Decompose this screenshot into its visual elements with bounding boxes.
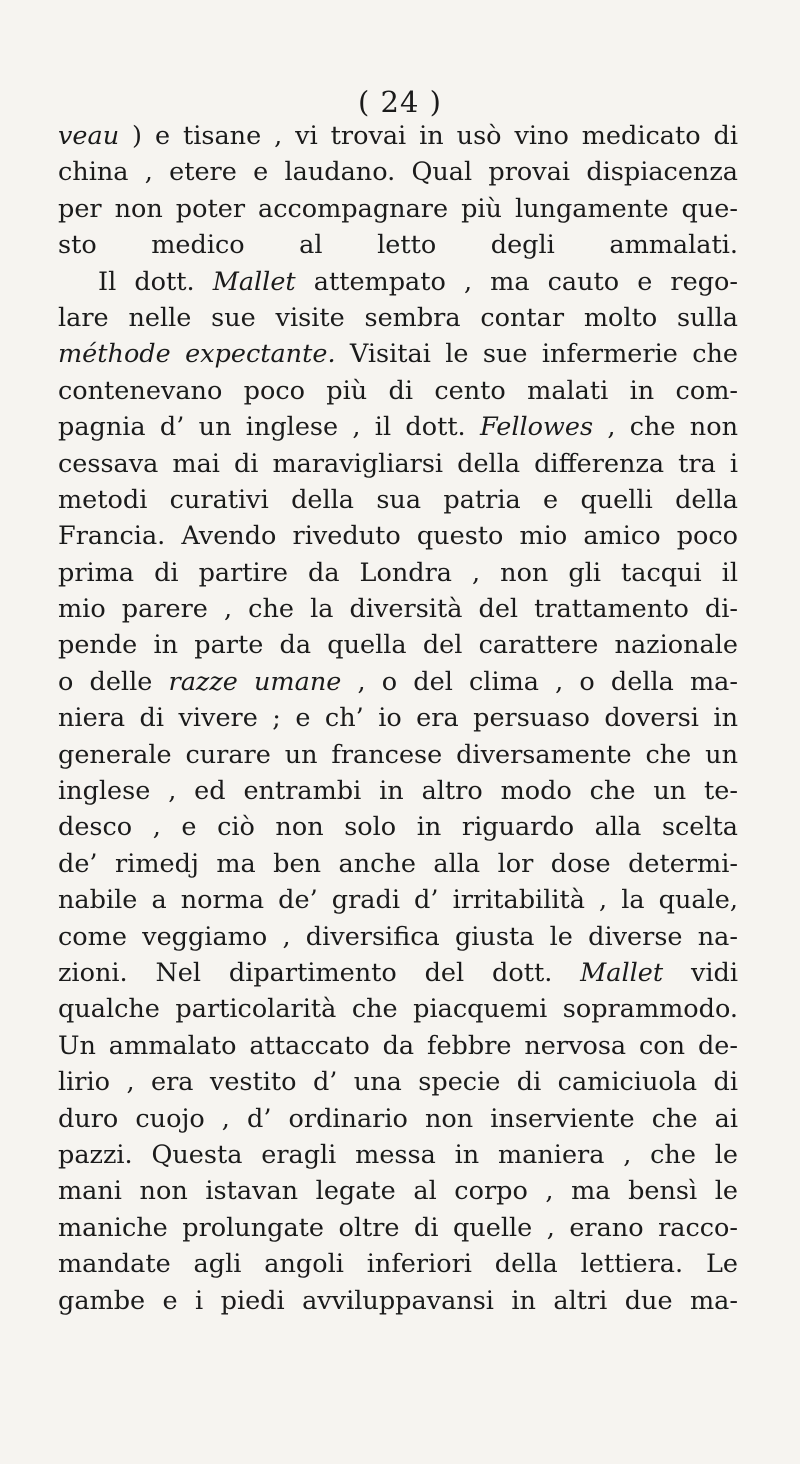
italic-text: Mallet bbox=[212, 266, 296, 297]
text-line bbox=[58, 955, 738, 991]
italic-text: veau bbox=[58, 121, 120, 151]
text-line bbox=[58, 1101, 738, 1137]
text-line bbox=[58, 482, 738, 518]
text-run: contenevano poco più di cento malati in com- bbox=[58, 375, 738, 406]
text-run: lirio , era vestito d’ una specie di camiciuola di bbox=[58, 1067, 738, 1098]
text-line bbox=[58, 882, 738, 918]
text-run: maniche prolungate oltre di quelle , erano racco- bbox=[58, 1212, 738, 1243]
text-line bbox=[58, 919, 738, 955]
text-run: sto medico al letto degli ammalati. bbox=[58, 230, 738, 261]
text-run: desco , e ciò non solo in riguardo alla scelta bbox=[58, 812, 738, 843]
text-run: de’ rimedj ma ben anche alla lor dose determi- bbox=[58, 848, 738, 879]
text-run: china , etere e laudano. Qual provai dispiacenza bbox=[58, 157, 738, 188]
text-run: Il dott. bbox=[98, 266, 213, 297]
text-line bbox=[58, 409, 738, 445]
text-line bbox=[58, 1137, 738, 1173]
text-line bbox=[58, 227, 738, 263]
text-line bbox=[58, 1173, 738, 1209]
text-run: mio parere , che la diversità del trattamento di- bbox=[58, 594, 738, 625]
text-run: vidi bbox=[663, 957, 738, 988]
text-run: Visitai le sue infermerie che bbox=[335, 339, 738, 370]
text-run: niera di vivere ; e ch’ io era persuaso doversi in bbox=[58, 703, 738, 734]
text-run: , o del clima , o della ma- bbox=[341, 666, 738, 697]
text-line bbox=[58, 518, 738, 554]
text-line bbox=[58, 700, 738, 736]
text-run: Un ammalato attaccato da febbre nervosa con de- bbox=[58, 1030, 738, 1061]
text-line bbox=[58, 555, 738, 591]
text-line bbox=[58, 264, 738, 300]
text-run: duro cuojo , d’ ordinario non inserviente che ai bbox=[58, 1103, 738, 1134]
text-line bbox=[58, 118, 738, 154]
text-line bbox=[58, 300, 738, 336]
text-run: cessava mai di maravigliarsi della differenza tra i bbox=[58, 448, 738, 479]
text-run: gambe e i piedi avviluppavansi in altri due ma- bbox=[58, 1285, 738, 1316]
text-line bbox=[58, 664, 738, 700]
italic-text: razze umane bbox=[168, 666, 342, 697]
text-line bbox=[58, 809, 738, 845]
text-line bbox=[58, 991, 738, 1027]
italic-text: méthode expectante. bbox=[58, 339, 336, 370]
text-run: lare nelle sue visite sembra contar molto sulla bbox=[58, 302, 738, 333]
text-run: Francia. Avendo riveduto questo mio amico poco bbox=[58, 521, 738, 552]
text-line bbox=[58, 1064, 738, 1100]
text-run: pazzi. Questa eragli messa in maniera , che le bbox=[58, 1139, 738, 1170]
body-text bbox=[58, 118, 738, 1319]
text-run: pende in parte da quella del carattere nazionale bbox=[58, 630, 738, 661]
italic-text: Mallet bbox=[580, 957, 664, 988]
text-run: qualche particolarità che piacquemi soprammodo. bbox=[58, 994, 738, 1025]
text-run: generale curare un francese diversamente che un bbox=[58, 739, 738, 770]
text-run: pagnia d’ un inglese , il dott. bbox=[58, 412, 480, 443]
text-line bbox=[58, 773, 738, 809]
text-run: metodi curativi della sua patria e quelli della bbox=[58, 484, 738, 515]
text-run: attempato , ma cauto e rego- bbox=[295, 266, 739, 297]
text-line bbox=[58, 846, 738, 882]
text-line bbox=[58, 1028, 738, 1064]
text-run: o delle bbox=[58, 666, 169, 697]
text-line bbox=[58, 1283, 738, 1319]
text-run: zioni. Nel dipartimento del dott. bbox=[58, 957, 581, 988]
text-run: prima di partire da Londra , non gli tacqui il bbox=[58, 557, 738, 588]
text-run: come veggiamo , diversifica giusta le diverse na- bbox=[58, 921, 738, 952]
text-line bbox=[58, 336, 738, 372]
text-line bbox=[58, 1210, 738, 1246]
text-line bbox=[58, 627, 738, 663]
text-line bbox=[58, 446, 738, 482]
text-run: , che non bbox=[593, 412, 739, 443]
text-line bbox=[58, 373, 738, 409]
text-run: per non poter accompagnare più lungamente que- bbox=[58, 193, 738, 224]
text-run: mani non istavan legate al corpo , ma bensì le bbox=[58, 1176, 738, 1207]
text-run: nabile a norma de’ gradi d’ irritabilità , la quale, bbox=[58, 885, 738, 916]
text-line bbox=[58, 737, 738, 773]
text-line bbox=[58, 154, 738, 190]
text-run: ) e tisane , vi trovai in usò vino medicato di bbox=[119, 121, 738, 151]
text-line bbox=[58, 1246, 738, 1282]
text-line bbox=[58, 191, 738, 227]
italic-text: Fellowes bbox=[479, 412, 594, 443]
text-run: inglese , ed entrambi in altro modo che un te- bbox=[58, 776, 738, 807]
page-number: ( 24 ) bbox=[358, 85, 442, 119]
text-run: mandate agli angoli inferiori della lettiera. Le bbox=[58, 1249, 738, 1280]
text-line bbox=[58, 591, 738, 627]
